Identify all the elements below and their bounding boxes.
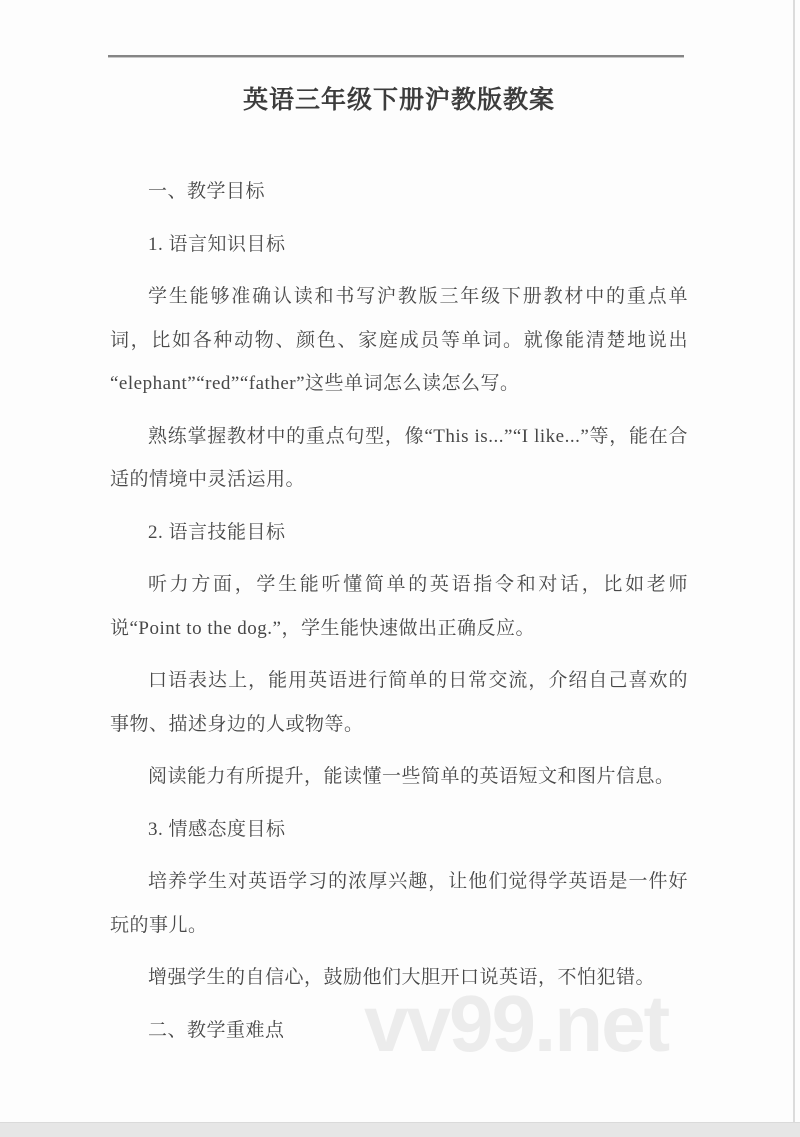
paragraph: 学生能够准确认读和书写沪教版三年级下册教材中的重点单词，比如各种动物、颜色、家庭成员等单词。就像能清楚地说出 “elephant”“red”“father”这些单词怎么读怎么写。 bbox=[110, 286, 688, 394]
paragraph: 阅读能力有所提升，能读懂一些简单的英语短文和图片信息。 bbox=[148, 766, 675, 787]
heading: 3. 情感态度目标 bbox=[148, 818, 286, 840]
watermark: vv99.net bbox=[364, 979, 669, 1068]
paragraph: 培养学生对英语学习的浓厚兴趣，让他们觉得学英语是一件好玩的事儿。 bbox=[110, 871, 688, 936]
paragraph: 听力方面，学生能听懂简单的英语指令和对话，比如老师说“Point to the dog.”，学生能快速做出正确反应。 bbox=[110, 574, 688, 639]
page-bottom-gap-bar bbox=[0, 1122, 800, 1137]
document-body bbox=[110, 56, 688, 1061]
paragraph: 口语表达上，能用英语进行简单的日常交流，介绍自己喜欢的事物、描述身边的人或物等。 bbox=[110, 670, 688, 735]
heading: 二、教学重难点 bbox=[148, 1019, 285, 1041]
heading: 2. 语言技能目标 bbox=[148, 521, 286, 543]
paragraph: 熟练掌握教材中的重点句型，像“This is...”“I like...”等，能在合适的情境中灵活运用。 bbox=[110, 425, 688, 490]
page-right-edge-line bbox=[793, 0, 795, 1122]
heading: 1. 语言知识目标 bbox=[148, 233, 286, 255]
paragraph-list bbox=[110, 170, 688, 1052]
heading: 一、教学目标 bbox=[148, 181, 266, 202]
paragraph: 增强学生的自信心，鼓励他们大胆开口说英语，不怕犯错。 bbox=[148, 967, 656, 988]
document-title: 英语三年级下册沪教版教案 bbox=[242, 87, 555, 114]
